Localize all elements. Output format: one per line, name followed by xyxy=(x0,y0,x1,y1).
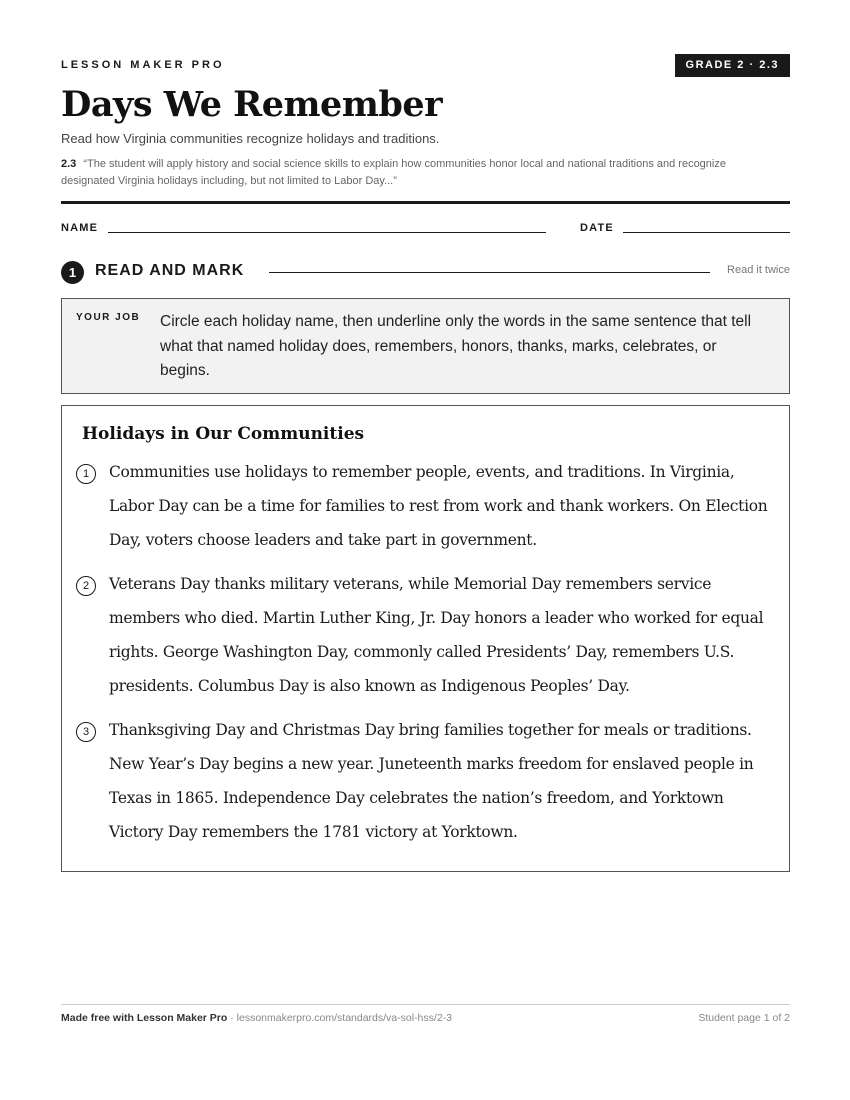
footer-separator: · xyxy=(227,1012,237,1024)
footer-page-info: Student page 1 of 2 xyxy=(698,1012,790,1024)
page-subtitle: Read how Virginia communities recognize holidays and traditions. xyxy=(61,131,440,146)
section-header xyxy=(61,260,790,284)
date-field[interactable] xyxy=(623,232,790,233)
name-field[interactable] xyxy=(108,232,546,233)
instructions-text: Circle each holiday name, then underline only the words in the same sentence that tell what that named holiday does, remembers, honors, thanks, marks, celebrates, or begins. xyxy=(160,313,752,379)
paragraph-text[interactable]: Thanksgiving Day and Christmas Day bring families together for meals or traditions. New Year’s Day begins a new year. Juneteenth marks freedom for enslaved people in Texas in 1865. Independence Day celebrates the nation’s freedom, and Yorktown Victory Day remembers the 1781 victory at Yorktown. xyxy=(109,721,754,841)
standard-text: “The student will apply history and social science skills to explain how communities honor local and national traditions and recognize designated Virginia holidays including, but not limited to Labor Day...” xyxy=(61,158,726,187)
instructions-label: YOUR JOB xyxy=(76,312,141,323)
date-label: DATE xyxy=(580,222,614,234)
footer-url[interactable]: lessonmakerpro.com/standards/va-sol-hss/2-3 xyxy=(236,1012,452,1024)
paragraph-number: 3 xyxy=(76,722,96,742)
section-title: READ AND MARK xyxy=(95,262,245,279)
brand-name: LESSON MAKER PRO xyxy=(61,59,225,71)
footer-made-with: Made free with Lesson Maker Pro xyxy=(61,1012,228,1024)
reading-passage xyxy=(61,405,790,872)
paragraph-number: 2 xyxy=(76,576,96,596)
step-number-badge: 1 xyxy=(61,261,84,284)
standard-code: 2.3 xyxy=(61,158,77,170)
instructions-box xyxy=(61,298,790,394)
section-divider xyxy=(269,272,710,273)
name-label: NAME xyxy=(61,222,99,234)
paragraph-text[interactable]: Communities use holidays to remember people, events, and traditions. In Virginia, Labor Day can be a time for families to rest from work and thank workers. On Election Day, voters choose leaders and take part in government. xyxy=(109,463,768,549)
page-title: Days We Remember xyxy=(61,84,443,125)
grade-badge: GRADE 2 · 2.3 xyxy=(675,54,790,77)
passage-title: Holidays in Our Communities xyxy=(82,424,365,444)
name-date-row xyxy=(61,222,790,242)
paragraph-text[interactable]: Veterans Day thanks military veterans, while Memorial Day remembers service members who died. Martin Luther King, Jr. Day honors a leader who worked for equal rights. George Washington Day, commonly called Presidents’ Day, remembers U.S. presidents. Columbus Day is also known as Indigenous Peoples’ Day. xyxy=(109,575,764,695)
paragraph-number: 1 xyxy=(76,464,96,484)
footer-divider xyxy=(61,1004,790,1005)
footer-credit xyxy=(61,1012,452,1024)
standard-statement xyxy=(61,156,761,190)
header-divider xyxy=(61,201,790,204)
section-note: Read it twice xyxy=(727,264,790,276)
